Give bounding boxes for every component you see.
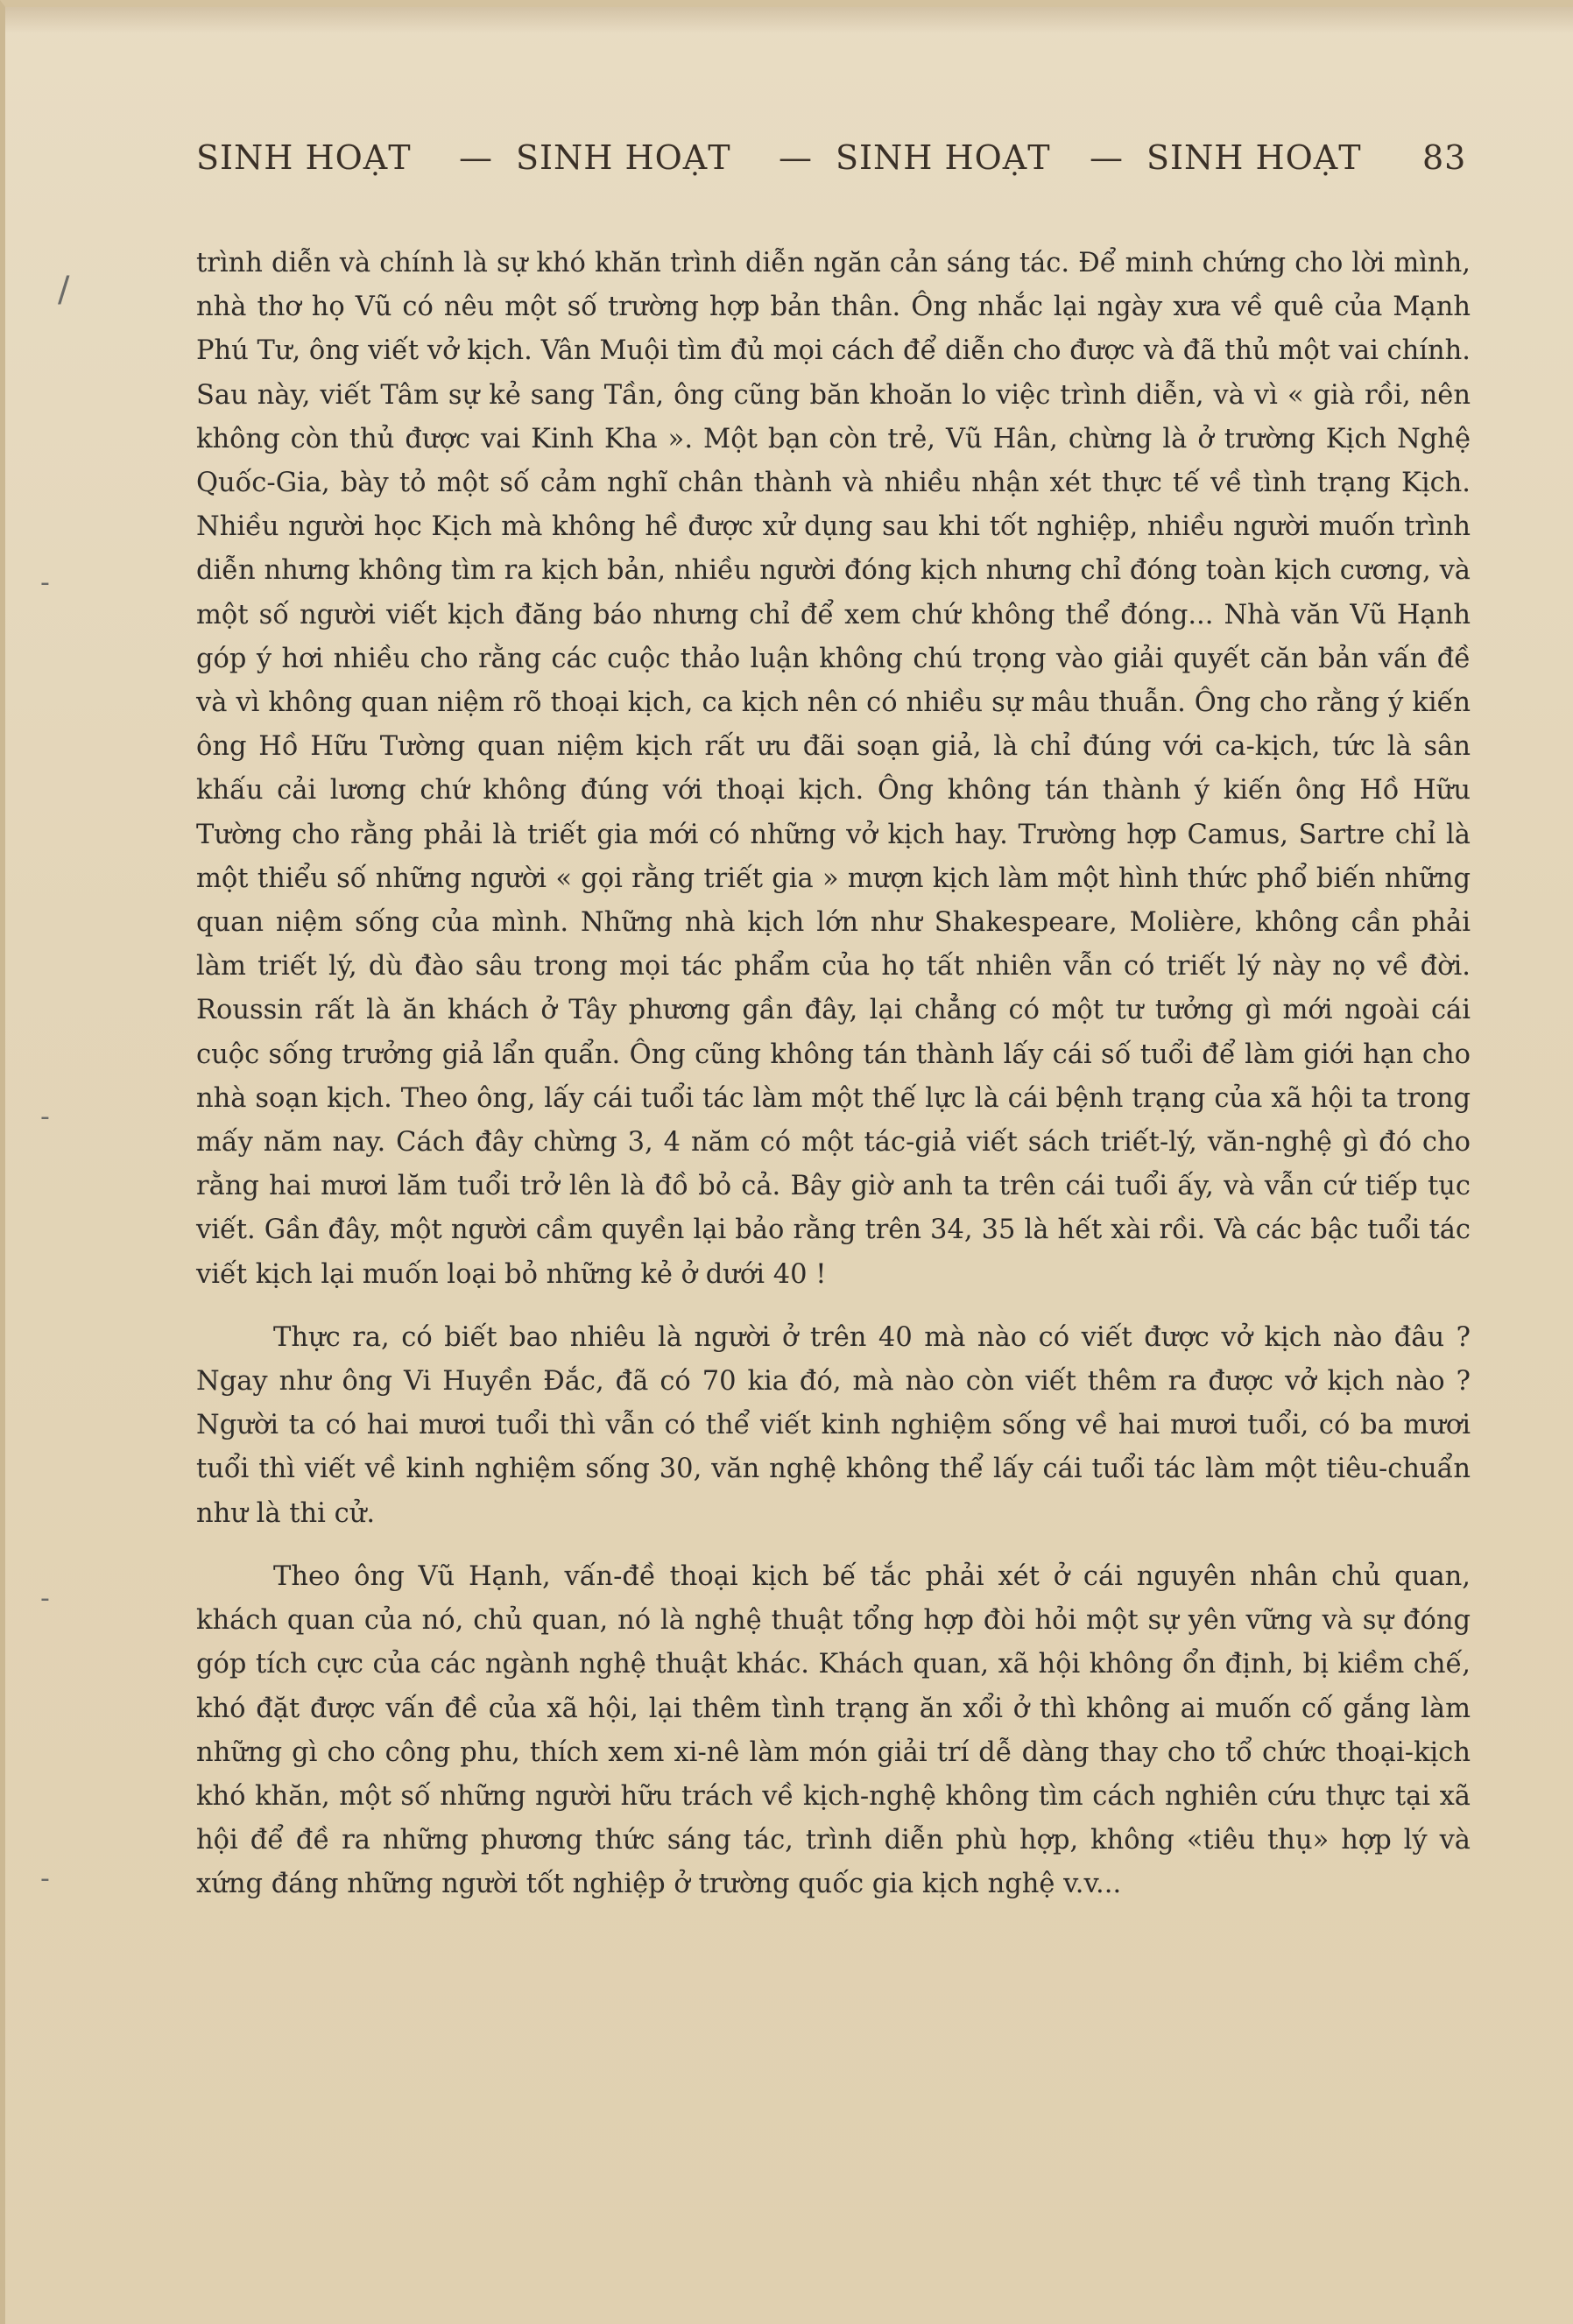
page-number: 83: [1422, 138, 1467, 177]
paragraph-2: Thực ra, có biết bao nhiêu là người ở trên 40 mà nào có viết được vở kịch nào đâu ? Ngay như ông Vi Huyền Đắc, đã có 70 kia đó, mà nào còn viết thêm ra được vở kịch nào ? Người ta có hai mươi tuổi thì vẫn có thể viết kinh nghiệm sống về hai mươi tuổi, có ba mươi tuổi thì viết về kinh nghiệm sống 30, văn nghệ không thể lấy cái tuổi tác làm một tiêu-chuẩn như là thi cử.: [196, 1321, 1471, 1529]
paragraph-1: trình diễn và chính là sự khó khăn trình diễn ngăn cản sáng tác. Để minh chứng cho lời mình, nhà thơ họ Vũ có nêu một số trường hợp bản thân. Ông nhắc lại ngày xưa về quê của Mạnh Phú Tư, ông viết vở kịch. Vân Muội tìm đủ mọi cách để diễn cho được và đã thủ một vai chính. Sau này, viết Tâm sự kẻ sang Tần, ông cũng băn khoăn lo việc trình diễn, và vì « già rồi, nên không còn thủ được vai Kinh Kha ». Một bạn còn trẻ, Vũ Hân, chừng là ở trường Kịch Nghệ Quốc-Gia, bày tỏ một số cảm nghĩ chân thành và nhiều nhận xét thực tế về tình trạng Kịch. Nhiều người học Kịch mà không hề được xử dụng sau khi tốt nghiệp, nhiều người muốn trình diễn nhưng không tìm ra kịch bản, nhiều người đóng kịch nhưng chỉ đóng toàn kịch cương, và một số người viết kịch đăng báo nhưng chỉ để xem chứ không thể đóng... Nhà văn Vũ Hạnh góp ý hơi nhiều cho rằng các cuộc thảo luận không chú trọng vào giải quyết căn bản vấn đề và vì không quan niệm rõ thoại kịch, ca kịch nên có nhiều sự mâu thuẫn. Ông cho rằng ý kiến ông Hồ Hữu Tường quan niệm kịch rất ưu đãi soạn giả, là chỉ đúng với ca-kịch, tức là sân khấu cải lương chứ không đúng với thoại kịch. Ông không tán thành ý kiến ông Hồ Hữu Tường cho rằng phải là triết gia mới có những vở kịch hay. Trường hợp Camus, Sartre chỉ là một thiểu số những người « gọi rằng triết gia » mượn kịch làm một hình thức phổ biến những quan niệm sống của mình. Những nhà kịch lớn như Shakespeare, Molière, không cần phải làm triết lý, dù đào sâu trong mọi tác phẩm của họ tất nhiên vẫn có triết lý này nọ về đời. Roussin rất là ăn khách ở Tây phương gần đây, lại chẳng có một tư tưởng gì mới ngoài cái cuộc sống trưởng giả lẩn quẩn. Ông cũng không tán thành lấy cái số tuổi để làm giới hạn cho nhà soạn kịch. Theo ông, lấy cái tuổi tác làm một thế lực là cái bệnh trạng của xã hội ta trong mấy năm nay. Cách đây chừng 3, 4 năm có một tác-giả viết sách triết-lý, văn-nghệ gì đó cho rằng hai mươi lăm tuổi trở lên là đồ bỏ cả. Bây giờ anh ta trên cái tuổi ấy, và vẫn cứ tiếp tục viết. Gần đây, một người cầm quyền lại bảo rằng trên 34, 35 là hết xài rồi. Và các bậc tuổi tác viết kịch lại muốn loại bỏ những kẻ ở dưới 40 !: [196, 248, 1471, 1290]
header-title-3: SINH HOẠT: [836, 138, 1051, 177]
margin-mark: -: [40, 567, 50, 598]
header-title-1: SINH HOẠT: [196, 138, 412, 177]
margin-mark: /: [58, 270, 70, 310]
article-body: [196, 242, 1471, 1907]
header-title-2: SINH HOẠT: [516, 138, 731, 177]
margin-mark: -: [40, 1863, 50, 1894]
paper-edge: [5, 7, 1573, 33]
running-header: [196, 138, 1471, 200]
header-separator-2: —: [779, 138, 813, 177]
paragraph-3: Theo ông Vũ Hạnh, vấn-đề thoại kịch bế tắc phải xét ở cái nguyên nhân chủ quan, khách quan của nó, chủ quan, nó là nghệ thuật tổng hợp đòi hỏi một sự yên vững và sự đóng góp tích cực của các ngành nghệ thuật khác. Khách quan, xã hội không ổn định, bị kiềm chế, khó đặt được vấn đề của xã hội, lại thêm tình trạng ăn xổi ở thì không ai muốn cố gắng làm những gì cho công phu, thích xem xi-nê làm món giải trí dễ dàng thay cho tổ chức thoại-kịch khó khăn, một số những người hữu trách về kịch-nghệ không tìm cách nghiên cứu thực tại xã hội để đề ra những phương thức sáng tác, trình diễn phù hợp, không «tiêu thụ» hợp lý và xứng đáng những người tốt nghiệp ở trường quốc gia kịch nghệ v.v...: [196, 1560, 1471, 1900]
header-separator-3: —: [1090, 138, 1124, 177]
header-separator-1: —: [459, 138, 493, 177]
margin-mark: -: [40, 1583, 50, 1614]
header-title-4: SINH HOẠT: [1146, 138, 1362, 177]
margin-mark: -: [40, 1102, 50, 1132]
